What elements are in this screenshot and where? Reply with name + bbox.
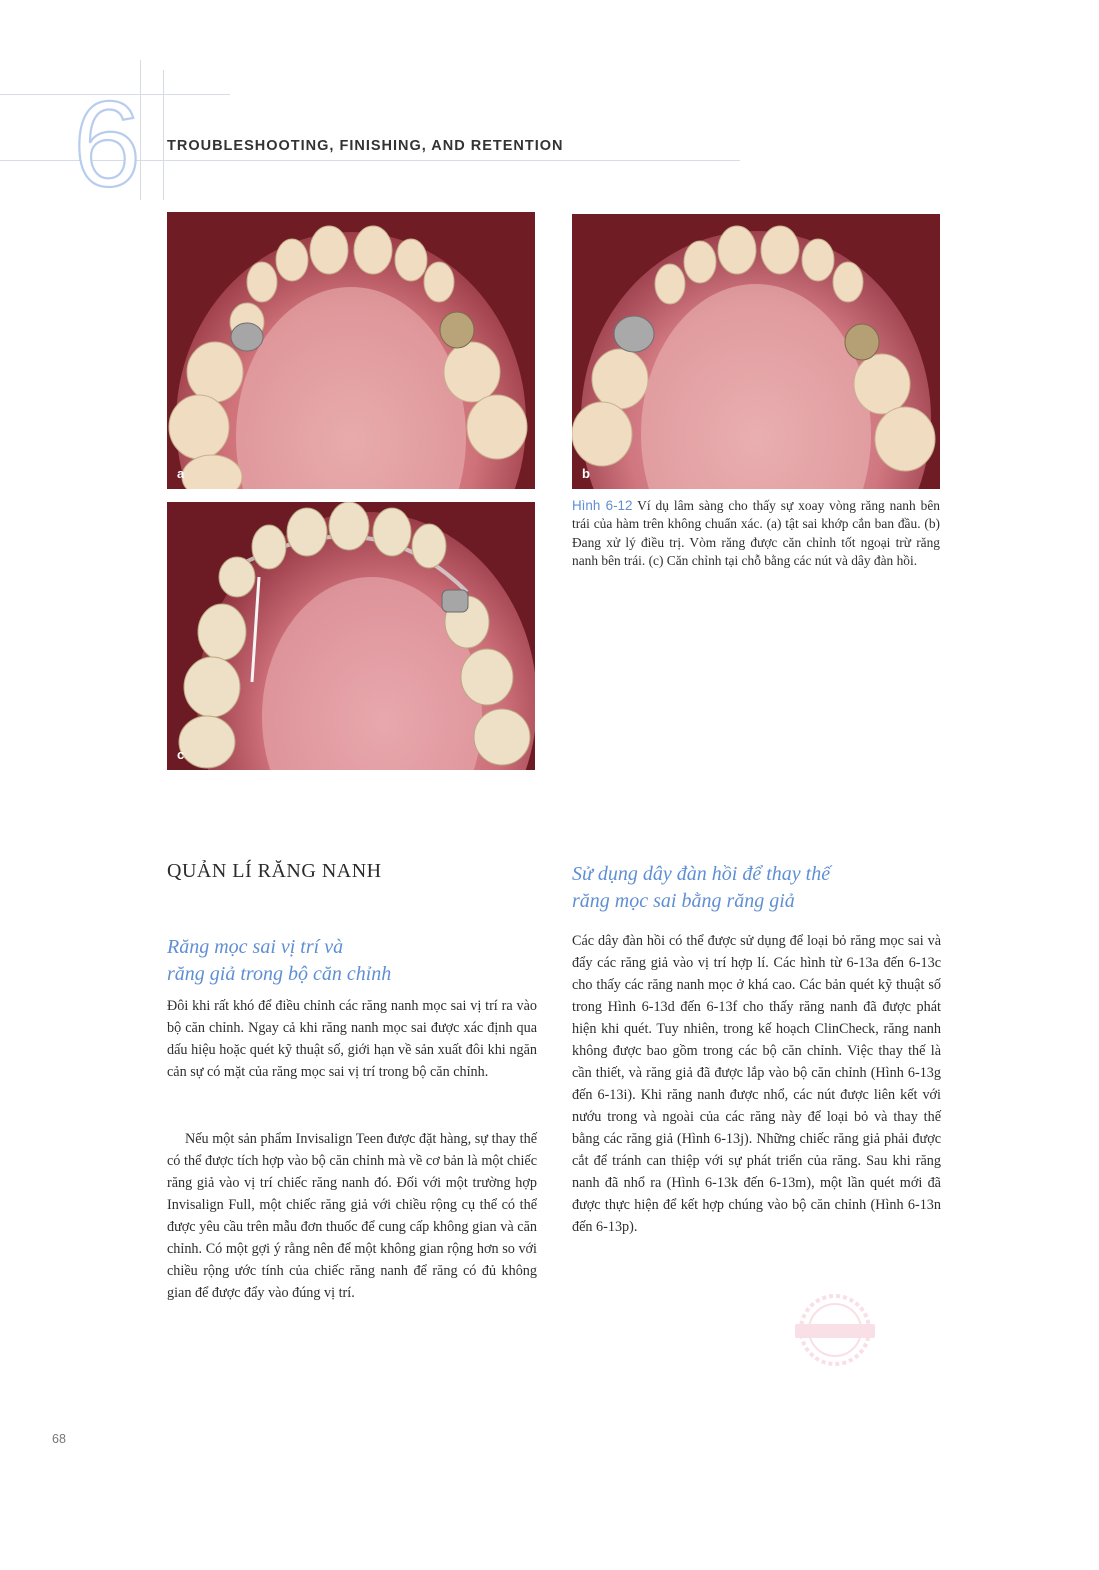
- panel-label-b: b: [582, 466, 590, 481]
- right-subheading: [572, 861, 942, 915]
- figure-photo-b: [572, 214, 940, 489]
- figure-caption-text: Ví dụ lâm sàng cho thấy sự xoay vòng răng nanh bên trái của hàm trên không chuẩn xác. (a) tật sai khớp cắn ban đầu. (b) Đang xử lý điều trị. Vòm răng được căn chỉnh tốt ngoại trừ răng nanh bên trái. (c) Căn chỉnh tại chỗ bằng các nút và dây đàn hồi.: [572, 498, 940, 569]
- figure-photo-a: [167, 212, 535, 489]
- figure-label: Hình 6-12: [572, 498, 633, 513]
- panel-label-c: c: [177, 747, 185, 762]
- section-title: QUẢN LÍ RĂNG NANH: [167, 860, 382, 882]
- figure-photo-c: [167, 502, 535, 770]
- right-subheading-line-2: răng mọc sai bằng răng giả: [572, 890, 795, 912]
- left-subheading-line-1: Răng mọc sai vị trí và: [167, 936, 344, 958]
- svg-text:6: 6: [73, 84, 141, 196]
- running-title: TROUBLESHOOTING, FINISHING, AND RETENTION: [167, 138, 564, 154]
- left-paragraph-2: Nếu một sản phẩm Invisalign Teen được đặt hàng, sự thay thế có thể được tích hợp vào bộ căn chỉnh mà về cơ bản là một chiếc răng giả vào vị trí chiếc răng nanh đó. Đối với một trường hợp Invisalign Full, một chiếc răng giả với chiều rộng cụ thể có thể được yêu cầu trên mẫu đơn thuốc để cung cấp không gian và căn chỉnh. Có một gợi ý rằng nên để một không gian rộng hơn so với chiều rộng ước tính của chiếc răng nanh để răng có đủ không gian để được đẩy vào đúng vị trí.: [167, 1131, 537, 1301]
- left-paragraph-1: Đôi khi rất khó để điều chỉnh các răng nanh mọc sai vị trí ra vào bộ căn chỉnh. Ngay cả khi răng nanh mọc sai được xác định qua dấu hiệu hoặc quét kỹ thuật số, giới hạn về sản xuất đôi khi ngăn cản sự có mặt của răng mọc sai vị trí trong bộ căn chỉnh.: [167, 998, 537, 1080]
- left-subheading: [167, 934, 537, 988]
- watermark-stamp: [789, 1290, 881, 1370]
- left-subheading-line-2: răng giả trong bộ căn chỉnh: [167, 963, 392, 985]
- chapter-number: [62, 84, 152, 196]
- page-number: 68: [52, 1432, 66, 1446]
- figure-caption: [572, 497, 940, 571]
- right-paragraph: Các dây đàn hồi có thể được sử dụng để loại bỏ răng mọc sai và đẩy các răng giả vào vị trí hợp lí. Các hình từ 6-13a đến 6-13c cho thấy các răng nanh mọc ở khá cao. Các bản quét kỹ thuật số trong Hình 6-13d đến 6-13f cho thấy răng nanh đã được phát hiện khi quét. Tuy nhiên, trong kế hoạch ClinCheck, răng nanh không được bao gồm trong các bộ căn chỉnh. Việc thay thế là cần thiết, và răng giả đã được lắp vào bộ căn chỉnh (Hình 6-13g đến 6-13i). Khi răng nanh được nhổ, các nút được liên kết với nướu trong và ngoài của các răng này để loại bỏ và thay thế bằng các răng giả (Hình 6-13j). Những chiếc răng giả phải được cắt để tránh can thiệp với sự phát triển của răng. Sau khi răng nanh đã nhổ ra (Hình 6-13k đến 6-13m), một lần quét mới đã được thực hiện để kết hợp chúng vào bộ căn chỉnh (Hình 6-13n đến 6-13p).: [572, 933, 941, 1235]
- header-rule-vertical: [163, 70, 164, 200]
- panel-label-a: a: [177, 466, 185, 481]
- right-subheading-line-1: Sử dụng dây đàn hồi để thay thế: [572, 863, 831, 885]
